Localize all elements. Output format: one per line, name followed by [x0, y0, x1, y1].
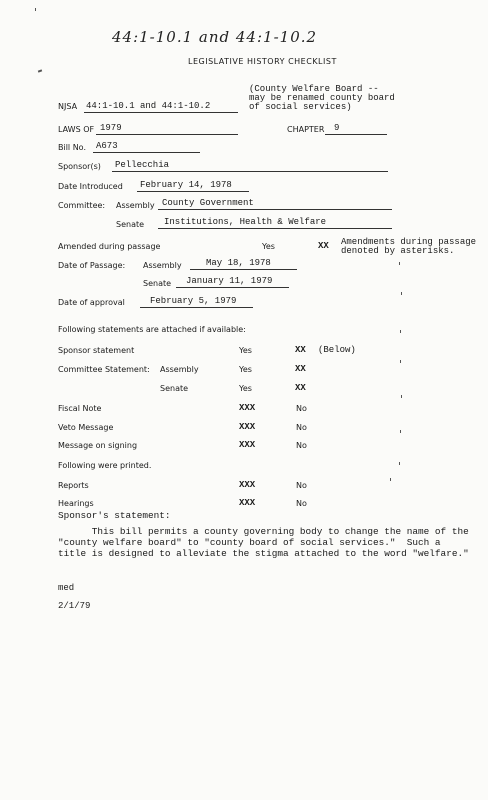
fiscal-note-label: Fiscal Note — [58, 404, 102, 413]
committee-statement-no: XX — [295, 364, 306, 374]
bill-no-label: Bill No. — [58, 143, 86, 152]
sponsor-statement-label: Sponsor statement — [58, 346, 135, 355]
scan-speck — [401, 292, 402, 295]
committee-statement-yes: Yes — [239, 365, 252, 374]
committee-senate-value: Institutions, Health & Welfare — [164, 217, 327, 227]
reports-no: No — [296, 481, 307, 490]
laws-of-value: 1979 — [100, 123, 122, 133]
veto-message-label: Veto Message — [58, 423, 114, 432]
attached-heading: Following statements are attached if available: — [58, 325, 246, 334]
hearings-label: Hearings — [58, 499, 94, 508]
scan-speck — [400, 430, 401, 433]
amended-yes: Yes — [262, 242, 275, 251]
amended-label: Amended during passage — [58, 242, 161, 251]
njsa-label: NJSA — [58, 102, 78, 111]
date-introduced-label: Date Introduced — [58, 182, 123, 191]
passage-senate-label: Senate — [143, 279, 172, 288]
scan-speck — [399, 262, 400, 265]
scan-speck — [35, 8, 36, 11]
committee-senate-underline — [158, 228, 392, 229]
sponsor-statement-yes: Yes — [239, 346, 252, 355]
signing-message-no: No — [296, 441, 307, 450]
njsa-underline — [84, 112, 238, 113]
scan-speck — [400, 330, 401, 333]
committee-statement-senate-yes: Yes — [239, 384, 252, 393]
passage-assembly-underline — [190, 269, 297, 270]
document-title: LEGISLATIVE HISTORY CHECKLIST — [188, 57, 337, 66]
chapter-underline — [325, 134, 387, 135]
committee-statement-senate-no: XX — [295, 383, 306, 393]
sponsor-statement-line-2: "county welfare board" to "county board of social services." Such a — [58, 537, 441, 548]
chapter-value: 9 — [334, 123, 340, 133]
committee-statement-label: Committee Statement: — [58, 365, 150, 374]
passage-senate-value: January 11, 1979 — [186, 276, 273, 286]
reports-label: Reports — [58, 481, 89, 490]
footer-date: 2/1/79 — [58, 601, 91, 611]
amended-note-line-2: denoted by asterisks. — [341, 246, 455, 256]
laws-of-label: LAWS OF — [58, 125, 95, 134]
committee-senate-label: Senate — [116, 220, 145, 229]
fiscal-note-yes: XXX — [239, 403, 256, 413]
reports-yes: XXX — [239, 480, 256, 490]
approval-underline — [140, 307, 253, 308]
note-line-2: may be renamed county board — [249, 93, 395, 103]
njsa-value: 44:1-10.1 and 44:1-10.2 — [86, 101, 211, 111]
sponsor-statement-line-3: title is designed to alleviate the stigma attached to the word "welfare." — [58, 548, 469, 559]
committee-assembly-value: County Government — [162, 198, 254, 208]
committee-statement-assembly-label: Assembly — [160, 365, 199, 374]
amended-no-mark: XX — [318, 241, 329, 251]
hearings-yes: XXX — [239, 498, 256, 508]
scan-speck — [38, 69, 42, 72]
committee-label: Committee: — [58, 201, 106, 210]
committee-assembly-underline — [158, 209, 392, 210]
scan-speck — [399, 462, 400, 465]
laws-of-underline — [96, 134, 238, 135]
sponsor-underline — [112, 171, 388, 172]
fiscal-note-no: No — [296, 404, 307, 413]
amended-note-line-1: Amendments during passage — [341, 237, 477, 247]
passage-assembly-value: May 18, 1978 — [206, 258, 271, 268]
signing-message-yes: XXX — [239, 440, 256, 450]
approval-value: February 5, 1979 — [150, 296, 237, 306]
sponsor-statement-note: (Below) — [318, 345, 356, 355]
passage-senate-underline — [176, 287, 289, 288]
chapter-label: CHAPTER — [287, 125, 325, 134]
sponsor-value: Pellecchia — [115, 160, 170, 170]
scan-speck — [400, 360, 401, 363]
hearings-no: No — [296, 499, 307, 508]
passage-label: Date of Passage: — [58, 261, 126, 270]
committee-statement-senate-label: Senate — [160, 384, 189, 393]
bill-no-underline — [93, 152, 200, 153]
printed-heading: Following were printed. — [58, 461, 152, 470]
approval-label: Date of approval — [58, 298, 125, 307]
initials: med — [58, 583, 75, 593]
date-introduced-underline — [137, 191, 249, 192]
note-line-1: (County Welfare Board -- — [249, 84, 379, 94]
scan-speck — [390, 478, 391, 481]
bill-no-value: A673 — [96, 141, 118, 151]
signing-message-label: Message on signing — [58, 441, 138, 450]
sponsor-statement-heading: Sponsor's statement: — [58, 510, 171, 521]
veto-message-yes: XXX — [239, 422, 256, 432]
date-introduced-value: February 14, 1978 — [140, 180, 232, 190]
sponsor-statement-no: XX — [295, 345, 306, 355]
sponsor-statement-line-1: This bill permits a county governing body to change the name of the — [58, 526, 469, 537]
sponsor-label: Sponsor(s) — [58, 162, 101, 171]
passage-assembly-label: Assembly — [143, 261, 182, 270]
note-line-3: of social services) — [249, 102, 352, 112]
handwritten-citation: 44:1-10.1 and 44:1-10.2 — [112, 28, 318, 46]
scan-speck — [401, 395, 402, 398]
veto-message-no: No — [296, 423, 307, 432]
committee-assembly-label: Assembly — [116, 201, 155, 210]
